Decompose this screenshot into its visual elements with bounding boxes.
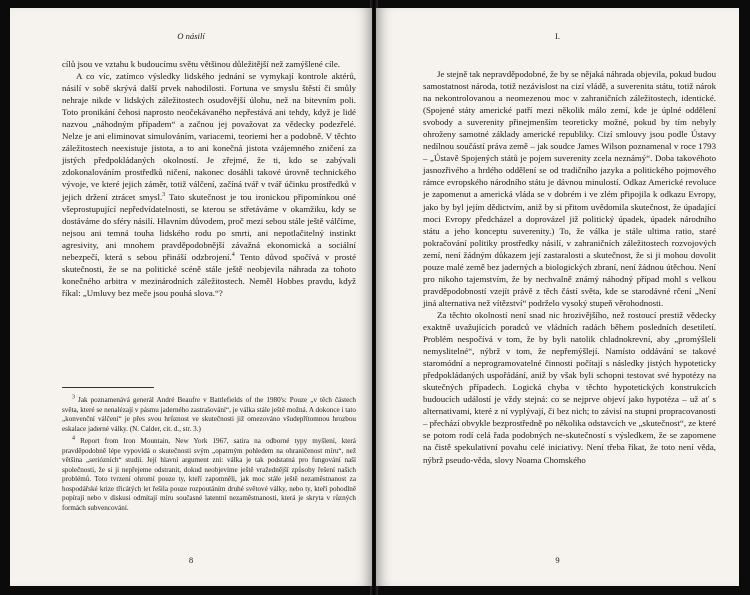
paragraph: cílů jsou ve vztahu k budoucímu světu většinou důležitější než zamýšlené cíle. (62, 59, 341, 69)
footnotes (62, 396, 356, 517)
footnote-ref: 4 (231, 251, 235, 258)
right-body-text (423, 68, 716, 466)
left-body-text (62, 58, 356, 299)
paragraph: Je stejně tak nepravděpodobné, že by se nějaká náhrada objevila, pokud budou samostatnost národa, totiž nezávislost na cizí vládě, a suverenita státu, totiž nárok na nekontrolovanou a neomezenou moc v zahraničních záležitostech, identické. (Spojené státy americké patří mezi několik málo zemí, kde je úplné oddělení svobody a suverenity přinejmenším teoreticky možné, pokud by tím nebyly ohroženy samotné základy americké republiky. Cizí smlouvy jsou podle Ústavy nedílnou součástí práva země – jak soudce James Wilson poznamenal v roce 1793 – „Ústavě Spojených států je pojem suverenity zcela neznámý“. Doba takovéhoto jasnozřivého a hrdého oddělení se od tradičního jazyka a politického pojmového rámce evropského národního státu je dávnou minulostí. Odkaz Americké revoluce je zapomenut a americká vláda se v dobrém i ve zlém připojila k odkazu Evropy, jako by byl jejím dědictvím, aniž by si přitom uvědomila skutečnost, že úpadající moci Evropy předcházel a doprovázel již politický úpadek, úpadek národního státu a jeho konceptu suverenity.) To, že válka je stále ultima ratio, staré pokračování politiky prostředky násilí, v zahraničních záležitostech rozvojových zemí, není žádným důkazem její zastaralosti a skutečnost, že si ji mohou dovolit pouze malé země bez jaderných a biologických zbraní, není žádnou útěchou. Není pro nikoho tajemstvím, že by nechvalně známý náhodný případ mohl s velkou pravděpodobností vzejít právě z těch částí světa, kde se starodávné rčení „Není jiná alternativa než vítězství“ podrželo vysoký stupeň věrohodnosti. (423, 69, 716, 308)
right-page (376, 8, 739, 586)
page-number-right: 9 (555, 555, 560, 565)
running-head-right: I. (554, 31, 560, 41)
paragraph: Za těchto okolností není snad nic hrozivějšího, než rostoucí prestiž vědecky exaktně uvažujících poradců ve vládních radách během posledních desetiletí. Problém nespočívá v tom, že by byli natolik chladnokrevní, aby „promýšleli nemyslitelné“, nýbrž v tom, že nepřemýšlejí. Namísto oddávání se takové staromódní a neprogramovatelné činnosti počítají s následky jistých hypoteticky předpokládaných uspořádání, aniž by však byli schopni testovat své hypotézy na skutečných případech. Logická chyba v těchto hypotetických konstrukcích budoucích událostí je vždy stejná: co se nejprve objeví jako hypotéza – už ať s alternativami, které z ní vyplývají, či bez nich; to závisí na stupni propracovanosti – přechází obvykle bezprostředně po několika odstavcích ve „skutečnost“, ze které se potom rodí celá řada podobných ne-skutečností s výsledkem, že se zapomene na čistě spekulativní povahu celé iniciativy. Není třeba říkat, že toto není věda, nýbrž pseudo-věda, slovy Noama Chomského (423, 309, 716, 465)
running-head-left: O násilí (177, 31, 205, 41)
footnote-ref: 3 (162, 191, 166, 198)
footnote: $^3$ Jak poznamenává generál André Beaufre v Battlefields of the 1980's: Pouze „v těch částech světa, které se nenalézají v pásmu jaderného zastrašování“, je válka stále ještě možná. A dokonce i tato „konvenční válčení“ je přes svou hrůznost ve skutečnosti již omezováno všudepřítomnou hrozbou eskalace jaderné války. (N. Calder, cit. d., str. 3.) (62, 394, 356, 433)
page-number-left: 8 (188, 555, 194, 565)
footnote: $^4$ Report from Iron Mountain, New York 1967, satira na odborné typy myšlení, která pravděpodobně lépe vypovídá o skutečnosti svým „opatrným pohledem na ohraničenost míru“, než většina „seriózních“ studií. Její hlavní argument zní: válka je tak podstatná pro fungování naší společnosti, že si ji nepřejeme odstranit, dokud neobjevíme ještě vražednější způsoby řešení našich problémů. Toto tvrzení ohromí pouze ty, kteří zapomněli, jak moc stále ještě nezaměstnanost za hospodářské krize třicátých let řešila pouze rozpoutáním druhé světové války, nebo ty, kteří pohodlně popírají nebo v diskusi odmítají míru současné latentní nezaměstnanosti, která je skryta v různých formách subvencování. (62, 435, 356, 513)
paragraph: A co víc, zatímco výsledky lidského jednání se vymykají kontrole aktérů, násilí v sobě skrývá další prvek nahodilosti. Fortuna ve smyslu štěstí či smůly nehraje nikde v lidských záležitostech osudovější úlohu, než na bitevním poli. Toto pronikání čehosi naprosto neočekávaného nepřestává ani tehdy, když je lidé nazvou „náhodným případem“ a začnou jej považovat za vědecky podezřelé. Nelze je ani eliminovat simulováním, variacemi, teoriemi her a podobně. V těchto záležitostech neexistuje jistota, a to ani konečná jistota vzájemného zničení za jistých předpokládaných okolností. Je zřejmé, že ti, kdo se zabývali zdokonalováním prostředků ničení, nakonec dosáhli takové úrovně technického vývoje, ve které jejich záměr, totiž válčení, začíná tvář v tvář účinku prostředků v jejich držení ztrácet smysl.$^3$ Tato skutečnost je tou ironickou připomínkou oné všeprostupující nepředvídatelnosti, se kterou se střetáváme v okamžiku, kdy se dostáváme do sféry násilí. Hlavním důvodem, proč mezi sebou stále ještě válčíme, nejsou ani temná touha lidského rodu po smrti, ani nepotlačitelný instinkt agresivity, ani mnohem pravděpodobnější závažná ekonomická a sociální nebezpečí, která s sebou přináší odzbrojení.$^4$ Tento důvod spočívá v prosté skutečnosti, že se na politické scéně stále ještě neobjevila náhrada za tohoto konečného arbitra v mezinárodních záležitostech. Neměl Hobbes pravdu, když říkal: „Umluvy bez meče jsou pouhá slova.“? (62, 71, 357, 298)
footnote-separator (62, 387, 154, 388)
left-page (10, 8, 372, 586)
